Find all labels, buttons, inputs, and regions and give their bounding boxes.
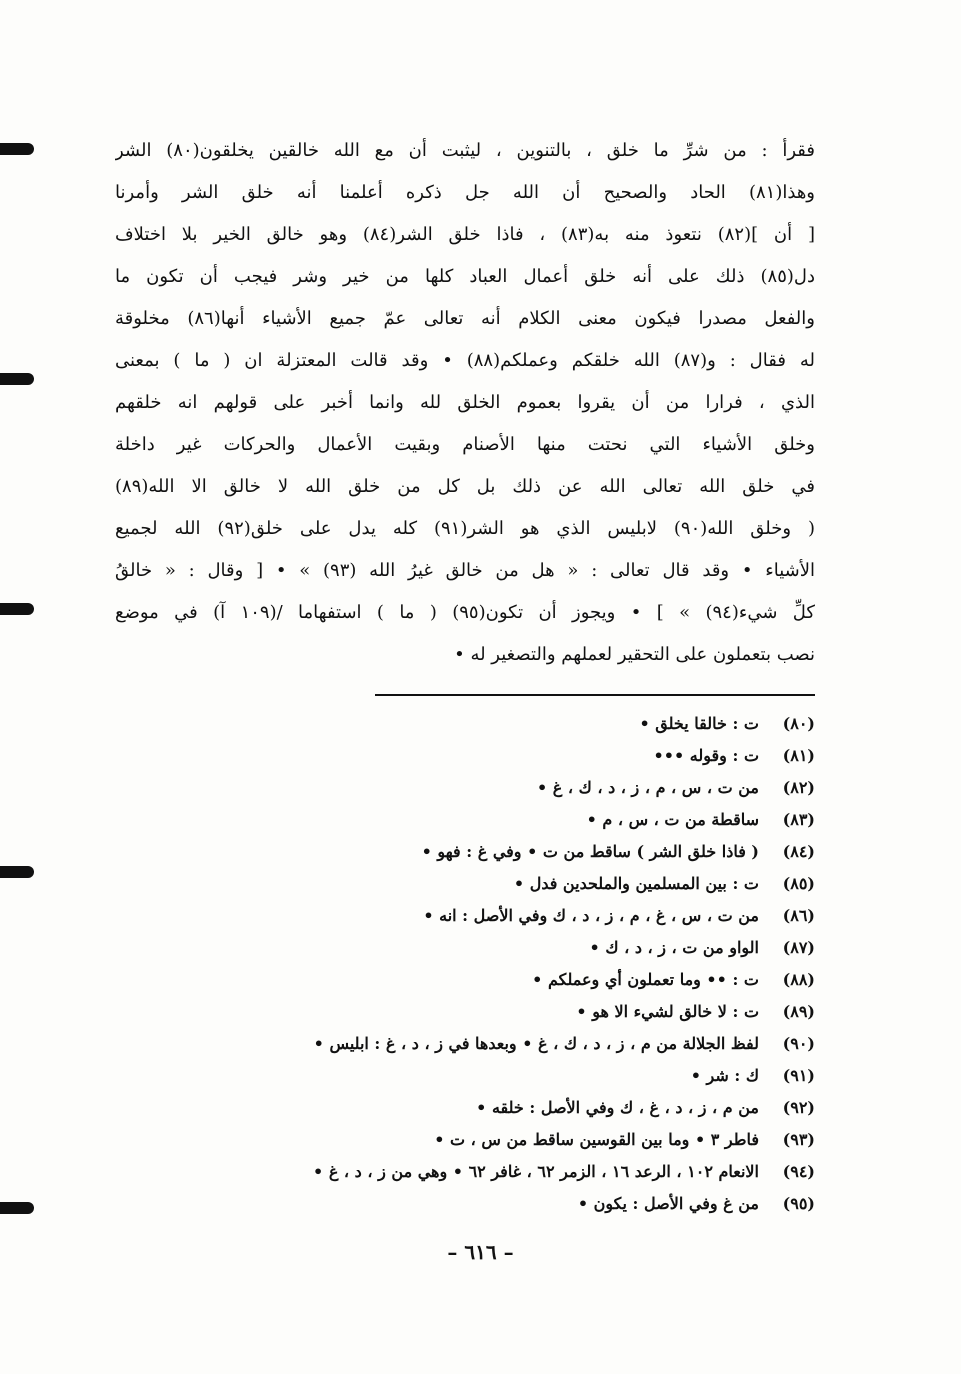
footnote-text: لفظ الجلالة من م ، ز ، د ، ك ، غ • وبعدها في ز ، د ، غ : ابليس • — [313, 1034, 759, 1053]
main-text-line: كلِّ شيء(٩٤) » ] • ويجوز أن تكون(٩٥) ( ما ) استفهاما /(١٠٩ آ) في موضع — [115, 602, 815, 623]
footnote-text: الواو من ت ، ز ، د ، ك • — [589, 938, 759, 957]
footnote-number: (٨٢) — [782, 778, 815, 797]
main-text-line: فقرأ : من شرِّ ما خلق ، بالتنوين ، ليثبت أن مع الله خالقين يخلقون(٨٠) الشر — [115, 140, 815, 161]
footnote — [115, 1060, 815, 1092]
margin-mark — [0, 373, 34, 385]
main-text-line: وخلق الأشياء التي نحتت منها الأصنام وبقيت الأعمال والحركات غير داخلة — [115, 434, 815, 455]
footnote — [115, 1156, 815, 1188]
footnote-number: (٨٩) — [782, 1002, 815, 1021]
main-text-line: [ أن ](٨٢) نتعوذ منه به(٨٣) ، فاذا خلق الشر(٨٤) وهو خالق الخير بلا اختلاف — [115, 224, 815, 245]
footnote-number: (٨٤) — [782, 842, 815, 861]
footnote-text: ( فاذا خلق الشر ) ساقط من ت • وفي غ : فهو • — [421, 842, 759, 861]
footnote — [115, 1028, 815, 1060]
footnote-number: (٩١) — [782, 1066, 815, 1085]
footnote — [115, 900, 815, 932]
main-text-line: في خلق الله تعالى الله عن ذلك بل كل من خلق الله لا خالق الا الله(٨٩) — [115, 476, 815, 497]
page-number: – ٦١٦ – — [447, 1240, 514, 1264]
main-text-line: الذي ، فرارا من أن يقروا بعموم الخلق لله وانما أخبر على قولهم انه خلقهم — [115, 392, 815, 413]
footnote — [115, 996, 815, 1028]
footnotes-block — [115, 708, 815, 1220]
main-text-line: والفعل مصدرا فيكون معنى الكلام أنه تعالى عمّ جميع الأشياء أنها(٨٦) مخلوقة — [115, 308, 815, 329]
main-text-line: ( وخلق الله(٩٠) لابليس الذي هو الشر(٩١) كله يدل على خلق(٩٢) الله لجميع — [115, 518, 815, 539]
footnote-text: من غ وفي الأصل : يكون • — [577, 1194, 759, 1213]
footnote-number: (٩٥) — [782, 1194, 815, 1213]
footnote-text: الانعام ١٠٢ ، الرعد ١٦ ، الزمر ٦٢ ، غافر ٦٢ • وهي من ز ، د ، غ • — [313, 1162, 759, 1181]
footnote — [115, 964, 815, 996]
footnote-text: فاطر ٣ • وما بين القوسين ساقط من س ، ت • — [434, 1130, 759, 1149]
footnote-number: (٨٦) — [782, 906, 815, 925]
footnote — [115, 1188, 815, 1220]
margin-mark — [0, 143, 34, 155]
footnote — [115, 772, 815, 804]
main-text-line: نصب بتعملون على التحقير لعملهم والتصغير له • — [454, 644, 815, 665]
footnote — [115, 740, 815, 772]
main-text-block — [115, 130, 815, 676]
footnote-text: من ت ، س ، غ ، م ، ز ، د ، ك وفي الأصل : انه • — [423, 906, 759, 925]
footnote-text: ت : بين المسلمين والملحدين فدل • — [513, 874, 759, 893]
footnote-text: من م ، ز ، د ، غ ، ك وفي الأصل : خلقه • — [476, 1098, 759, 1117]
footnote — [115, 708, 815, 740]
footnote-number: (٩٣) — [782, 1130, 815, 1149]
main-text-line: الأشياء • وقد قال تعالى : « هل من خالق غيرُ الله (٩٣) » • [ وقال : « خالقُ — [115, 560, 815, 581]
footnote-text: ك : شر • — [690, 1066, 759, 1085]
footnote-number: (٩٢) — [782, 1098, 815, 1117]
footnote-number: (٩٠) — [782, 1034, 815, 1053]
footnote-number: (٨٧) — [782, 938, 815, 957]
margin-mark — [0, 866, 34, 878]
main-text-line: دل(٨٥) ذلك على أنه خلق أعمال العباد كلها من خير وشر فيجب أن تكون ما — [115, 266, 815, 287]
main-text-line: له فقال : و(٨٧) الله خلقكم وعملكم(٨٨) • وقد قالت المعتزلة ان ( ما ) بمعنى — [115, 350, 815, 371]
footnote-text: ت : •• وما تعملون أي وعملكم • — [532, 970, 759, 989]
footnote-number: (٩٤) — [782, 1162, 815, 1181]
main-text-line: وهذا(٨١) الحاد والصحيح أن الله جل ذكره أعلمنا أنه خلق الشر وأمرنا — [115, 182, 815, 203]
footnote — [115, 1092, 815, 1124]
footnote — [115, 804, 815, 836]
footnote-text: ت : لا خالق لشيء الا هو • — [576, 1002, 759, 1021]
footnote-text: ت : خالقا يخلق • — [639, 714, 759, 733]
footnote-separator — [375, 694, 815, 696]
margin-mark — [0, 1202, 34, 1214]
margin-mark — [0, 603, 34, 615]
footnote — [115, 868, 815, 900]
footnote-text: من ت ، س ، م ، ز ، د ، ك ، غ • — [536, 778, 759, 797]
footnote-text: ساقطة من ت ، س ، م • — [586, 810, 759, 829]
footnote-text: ت : وقوله ••• — [653, 746, 759, 765]
footnote-number: (٨١) — [782, 746, 815, 765]
footnote — [115, 1124, 815, 1156]
footnote-number: (٨٥) — [782, 874, 815, 893]
footnote-number: (٨٣) — [782, 810, 815, 829]
footnote-number: (٨٠) — [782, 714, 815, 733]
footnote-number: (٨٨) — [782, 970, 815, 989]
footnote — [115, 932, 815, 964]
footnote — [115, 836, 815, 868]
